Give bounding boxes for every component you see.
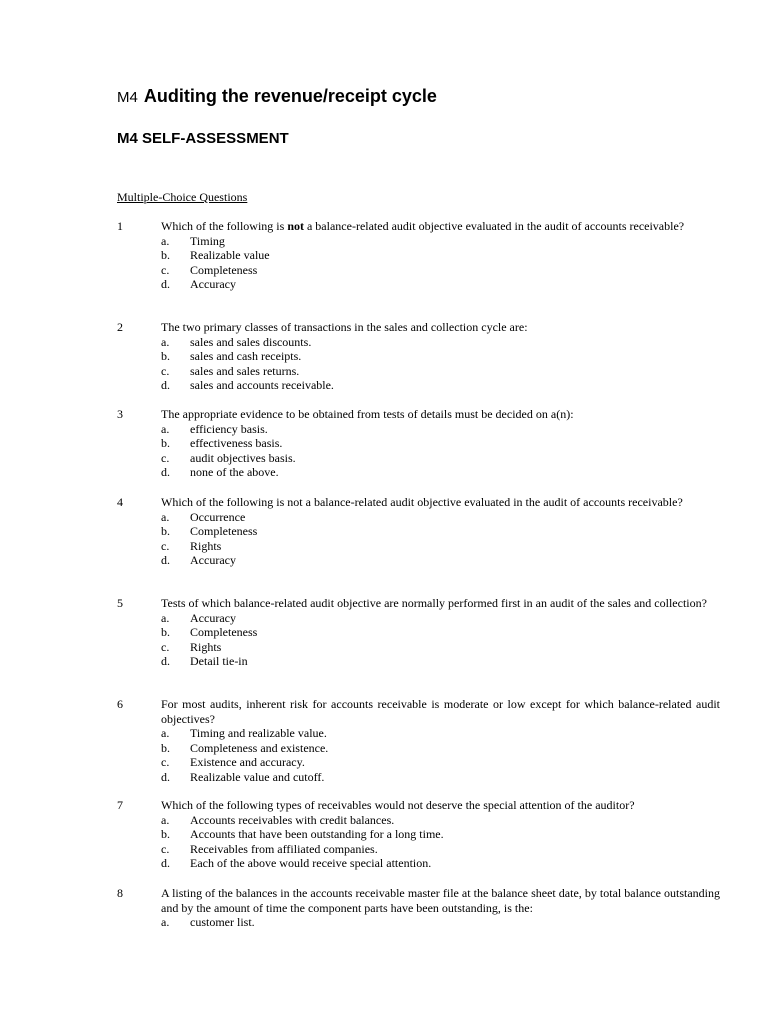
emphasis-not: not	[287, 219, 304, 233]
option-c	[161, 755, 720, 770]
question-number: 5	[117, 596, 123, 610]
option-b	[161, 524, 720, 539]
option-text: effectiveness basis.	[190, 436, 283, 451]
option-b	[161, 827, 720, 842]
question-number: 7	[117, 798, 123, 812]
question-number: 4	[117, 495, 123, 509]
option-text: efficiency basis.	[190, 421, 268, 436]
option-d	[161, 856, 720, 871]
option-text: sales and sales discounts.	[190, 334, 312, 349]
option-c	[161, 842, 720, 857]
option-d	[161, 277, 720, 292]
question-1	[117, 219, 720, 292]
option-letter: d.	[161, 277, 170, 292]
question-text-part: Which of the following is	[161, 219, 288, 233]
option-letter: d.	[161, 654, 170, 669]
option-text: Rights	[190, 639, 222, 654]
option-a	[161, 234, 720, 249]
question-number: 1	[117, 219, 123, 233]
option-a	[161, 915, 720, 930]
option-a	[161, 611, 720, 626]
option-b	[161, 248, 720, 263]
option-letter: a.	[161, 915, 170, 930]
option-text: Completeness	[190, 524, 258, 539]
option-letter: b.	[161, 349, 170, 364]
option-text: Accounts receivables with credit balances.	[190, 812, 395, 827]
option-c	[161, 263, 720, 278]
option-text: Existence and accuracy.	[190, 755, 305, 770]
question-8	[117, 886, 720, 930]
option-c	[161, 451, 720, 466]
title-text: Auditing the revenue/receipt cycle	[143, 86, 437, 106]
question-number: 3	[117, 407, 123, 421]
option-b	[161, 349, 720, 364]
option-letter: b.	[161, 248, 170, 263]
option-letter: c.	[161, 363, 170, 378]
question-6	[117, 697, 720, 785]
self-assessment-heading: M4 SELF-ASSESSMENT	[117, 130, 289, 147]
option-text: Receivables from affiliated companies.	[190, 841, 378, 856]
option-c	[161, 640, 720, 655]
question-text: For most audits, inherent risk for accounts receivable is moderate or low except for which balance-related audit objectives?	[161, 697, 720, 726]
option-a	[161, 813, 720, 828]
question-number: 8	[117, 886, 123, 900]
option-text: Accuracy	[190, 277, 236, 292]
option-text: audit objectives basis.	[190, 450, 296, 465]
option-a	[161, 726, 720, 741]
option-text: Accounts that have been outstanding for a long time.	[190, 827, 444, 842]
option-letter: b.	[161, 740, 170, 755]
option-text: Accuracy	[190, 553, 236, 568]
option-letter: b.	[161, 524, 170, 539]
option-a	[161, 510, 720, 525]
option-text: none of the above.	[190, 465, 279, 480]
option-text: sales and cash receipts.	[190, 349, 302, 364]
option-letter: d.	[161, 465, 170, 480]
option-letter: a.	[161, 610, 170, 625]
question-5	[117, 596, 720, 669]
option-letter: d.	[161, 378, 170, 393]
question-3	[117, 407, 720, 480]
option-d	[161, 654, 720, 669]
question-text: A listing of the balances in the accounts receivable master file at the balance sheet date, by total balance outstanding and by the amount of time the component parts have been outstanding, is the:	[161, 886, 720, 915]
option-text: Detail tie-in	[190, 654, 248, 669]
option-text: Realizable value and cutoff.	[190, 769, 325, 784]
option-letter: a.	[161, 233, 170, 248]
question-4	[117, 495, 720, 568]
option-text: Completeness	[190, 262, 258, 277]
option-d	[161, 770, 720, 785]
option-text: Completeness and existence.	[190, 740, 329, 755]
question-text: Tests of which balance-related audit objective are normally performed first in an audit of the sales and collection?	[161, 596, 707, 610]
option-letter: c.	[161, 262, 170, 277]
question-number: 6	[117, 697, 123, 711]
option-text: Timing and realizable value.	[190, 726, 327, 741]
option-letter: a.	[161, 509, 170, 524]
option-letter: d.	[161, 856, 170, 871]
option-b	[161, 436, 720, 451]
question-2	[117, 320, 720, 393]
option-c	[161, 539, 720, 554]
option-text: customer list.	[190, 915, 255, 930]
question-text: The appropriate evidence to be obtained from tests of details must be decided on a(n):	[161, 407, 574, 421]
option-text: sales and accounts receivable.	[190, 378, 334, 393]
option-letter: c.	[161, 639, 170, 654]
option-letter: a.	[161, 812, 170, 827]
option-letter: c.	[161, 841, 170, 856]
option-d	[161, 553, 720, 568]
option-letter: a.	[161, 726, 170, 741]
question-7	[117, 798, 720, 871]
option-letter: c.	[161, 538, 170, 553]
option-letter: c.	[161, 755, 170, 770]
module-code: M4	[117, 89, 138, 106]
question-text: Which of the following types of receivables would not deserve the special attention of the auditor?	[161, 798, 635, 812]
option-text: Occurrence	[190, 509, 246, 524]
option-letter: d.	[161, 553, 170, 568]
option-b	[161, 625, 720, 640]
option-letter: c.	[161, 450, 170, 465]
option-text: Completeness	[190, 625, 258, 640]
option-letter: b.	[161, 436, 170, 451]
question-text: The two primary classes of transactions in the sales and collection cycle are:	[161, 320, 528, 334]
option-letter: b.	[161, 827, 170, 842]
option-letter: a.	[161, 334, 170, 349]
option-text: Realizable value	[190, 248, 270, 263]
question-text	[161, 219, 720, 234]
question-number: 2	[117, 320, 123, 334]
option-letter: d.	[161, 769, 170, 784]
option-c	[161, 364, 720, 379]
option-b	[161, 741, 720, 756]
question-text: Which of the following is not a balance-related audit objective evaluated in the audit of accounts receivable?	[161, 495, 683, 509]
option-text: Accuracy	[190, 610, 236, 625]
question-text-part: a balance-related audit objective evaluated in the audit of accounts receivable?	[303, 219, 685, 233]
option-text: Each of the above would receive special attention.	[190, 856, 432, 871]
option-d	[161, 465, 720, 480]
option-text: sales and sales returns.	[190, 363, 300, 378]
option-letter: b.	[161, 625, 170, 640]
option-text: Rights	[190, 538, 222, 553]
option-letter: a.	[161, 421, 170, 436]
option-d	[161, 378, 720, 393]
option-text: Timing	[190, 233, 225, 248]
page-title	[117, 86, 437, 107]
section-heading: Multiple-Choice Questions	[117, 190, 248, 204]
option-a	[161, 335, 720, 350]
option-a	[161, 422, 720, 437]
